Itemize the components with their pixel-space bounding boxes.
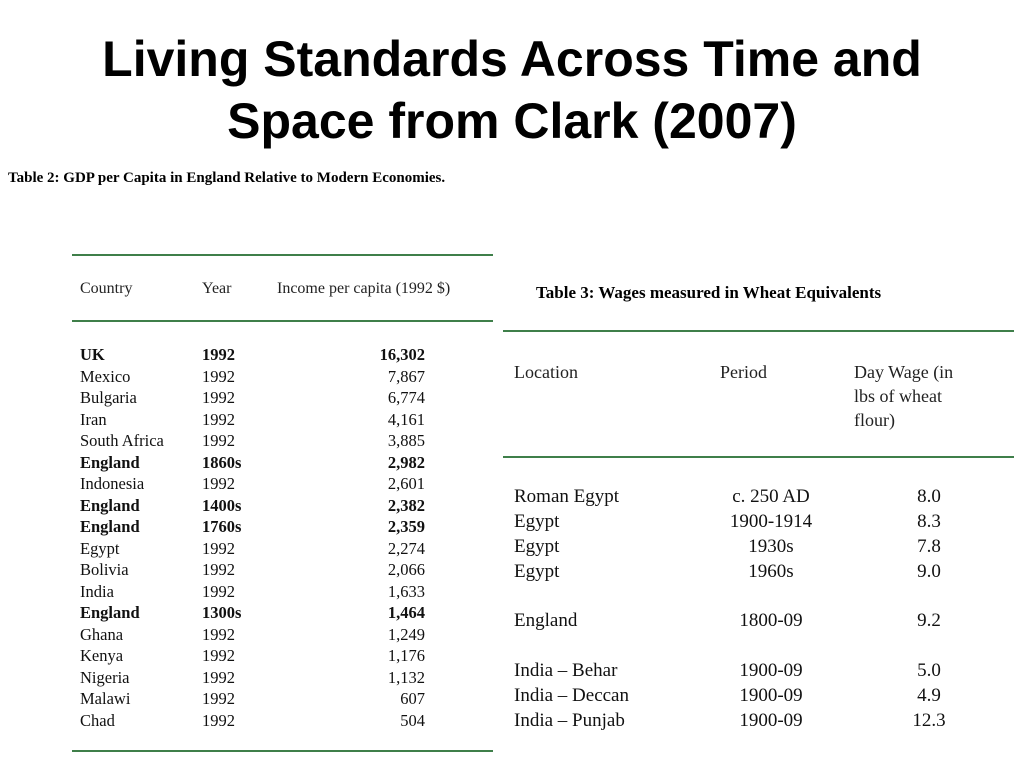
table3-cell-period: 1900-09	[739, 685, 803, 706]
table3-header-wage-line-3: flour)	[854, 410, 895, 430]
table2-cell-country: Kenya	[80, 646, 124, 665]
table3-cell-period: 1800-09	[739, 610, 803, 631]
table3-cell-wage: 12.3	[912, 710, 946, 731]
table3-cell-wage: 5.0	[917, 660, 941, 681]
slide-title	[0, 28, 1024, 152]
slide-title-line-1: Living Standards Across Time and	[102, 31, 922, 87]
table2-cell-country: Chad	[80, 710, 115, 730]
table3-caption: Table 3: Wages measured in Wheat Equivalents	[536, 283, 882, 302]
table2-cell-income: 1,176	[387, 646, 425, 665]
table3-row	[514, 509, 994, 534]
table2-cell-income: 2,066	[387, 560, 425, 579]
table3-row	[514, 534, 994, 559]
table2-bottom-rule	[72, 750, 493, 752]
table2-cell-country: Ghana	[80, 624, 124, 644]
table3-cell-location: Egypt	[514, 511, 560, 532]
table3-header-wage-line-2: lbs of wheat	[854, 386, 942, 406]
table3-row	[514, 484, 994, 509]
table2-cell-country: England	[80, 495, 140, 515]
table2-cell-year: 1992	[202, 388, 235, 407]
table2-cell-income: 1,464	[387, 603, 425, 622]
table2-cell-income: 4,161	[387, 409, 425, 429]
table2-cell-year: 1992	[202, 538, 235, 558]
table3-top-rule	[503, 330, 1014, 332]
table3-cell-period: 1900-09	[739, 710, 803, 731]
table2-cell-country: South Africa	[80, 431, 164, 450]
table2-cell-year: 1992	[202, 366, 235, 386]
table2-header-income: Income per capita (1992 $)	[277, 280, 451, 297]
table3-cell-location: Roman Egypt	[514, 486, 620, 507]
table2-cell-income: 6,774	[387, 388, 425, 407]
table2-cell-year: 1860s	[202, 452, 242, 472]
table3-cell-location: India – Behar	[514, 660, 618, 681]
table2-cell-year: 1992	[202, 667, 235, 687]
table3-header-location: Location	[514, 362, 578, 382]
table2-cell-income: 2,382	[387, 495, 425, 515]
table2-cell-year: 1992	[202, 345, 235, 364]
table2-cell-year: 1992	[202, 409, 235, 429]
table3-header-wage-line-1: Day Wage (in	[854, 362, 954, 382]
table3-cell-period: 1900-09	[739, 660, 803, 681]
table2-cell-income: 504	[400, 710, 425, 730]
table2-cell-country: Egypt	[80, 538, 120, 558]
table3-cell-period: 1960s	[748, 561, 794, 582]
table2-cell-year: 1992	[202, 581, 235, 601]
table2-cell-income: 2,982	[387, 452, 425, 472]
table2-cell-year: 1400s	[202, 495, 242, 515]
table3-row	[514, 608, 994, 633]
table2-cell-country: England	[80, 452, 140, 472]
table3-cell-period: 1930s	[748, 536, 794, 557]
table2-cell-year: 1992	[202, 431, 235, 450]
table2-top-rule	[72, 254, 493, 256]
table2-cell-country: Indonesia	[80, 474, 145, 493]
table3-row	[514, 683, 994, 708]
table2-cell-year: 1992	[202, 474, 235, 493]
table2-header-rule	[72, 320, 493, 322]
table3-cell-period: 1900-1914	[729, 511, 813, 532]
table2-cell-country: Malawi	[80, 689, 131, 708]
table3-cell-location: India – Deccan	[514, 685, 629, 706]
table2-cell-year: 1992	[202, 710, 235, 730]
table2-cell-country: Iran	[80, 409, 107, 429]
table2-cell-income: 3,885	[387, 431, 425, 450]
table2-cell-year: 1992	[202, 560, 235, 579]
table2-cell-country: Bolivia	[80, 560, 129, 579]
table3-cell-location: India – Punjab	[514, 710, 625, 731]
table3-row	[514, 559, 994, 584]
table2-cell-year: 1300s	[202, 603, 242, 622]
table3-cell-wage: 8.3	[917, 511, 941, 532]
table3-cell-period: c. 250 AD	[732, 486, 810, 507]
table2-cell-income: 2,274	[387, 538, 425, 558]
table3-header-wage	[854, 360, 953, 432]
table2-cell-country: India	[80, 581, 114, 601]
table2-cell-income: 607	[400, 689, 425, 708]
table3-cell-wage: 4.9	[917, 685, 941, 706]
table3-cell-location: Egypt	[514, 561, 560, 582]
table2-cell-country: Nigeria	[80, 667, 130, 687]
table2-cell-country: Bulgaria	[80, 388, 137, 407]
table3-row	[514, 658, 994, 683]
table3-header-rule	[503, 456, 1014, 458]
table2-caption: Table 2: GDP per Capita in England Relative to Modern Economies.	[8, 170, 446, 186]
table3-row	[514, 708, 994, 733]
table2-cell-country: England	[80, 603, 140, 622]
table2-cell-income: 7,867	[387, 366, 425, 386]
table3-cell-location: Egypt	[514, 536, 560, 557]
table3-header-period: Period	[720, 362, 767, 382]
table2-cell-income: 1,132	[387, 667, 425, 687]
table2-cell-income: 2,359	[387, 517, 425, 536]
table3-cell-wage: 9.2	[917, 610, 941, 631]
table3-cell-wage: 9.0	[917, 561, 941, 582]
table2-cell-year: 1760s	[202, 517, 242, 536]
table2-cell-year: 1992	[202, 624, 235, 644]
table2-cell-country: UK	[80, 345, 105, 364]
table2-cell-income: 2,601	[387, 474, 425, 493]
table2-cell-income: 1,633	[387, 581, 425, 601]
table2-cell-country: Mexico	[80, 366, 131, 386]
table3-cell-wage: 8.0	[917, 486, 941, 507]
table2-cell-year: 1992	[202, 689, 235, 708]
table2-header-country: Country	[80, 280, 133, 297]
table2-cell-income: 1,249	[387, 624, 425, 644]
table2-header-year: Year	[202, 280, 232, 297]
table2-cell-country: England	[80, 517, 140, 536]
table3-cell-location: England	[514, 610, 578, 631]
slide-title-line-2: Space from Clark (2007)	[227, 93, 797, 149]
table2-cell-year: 1992	[202, 646, 235, 665]
table3-cell-wage: 7.8	[917, 536, 941, 557]
table2-cell-income: 16,302	[379, 345, 425, 364]
